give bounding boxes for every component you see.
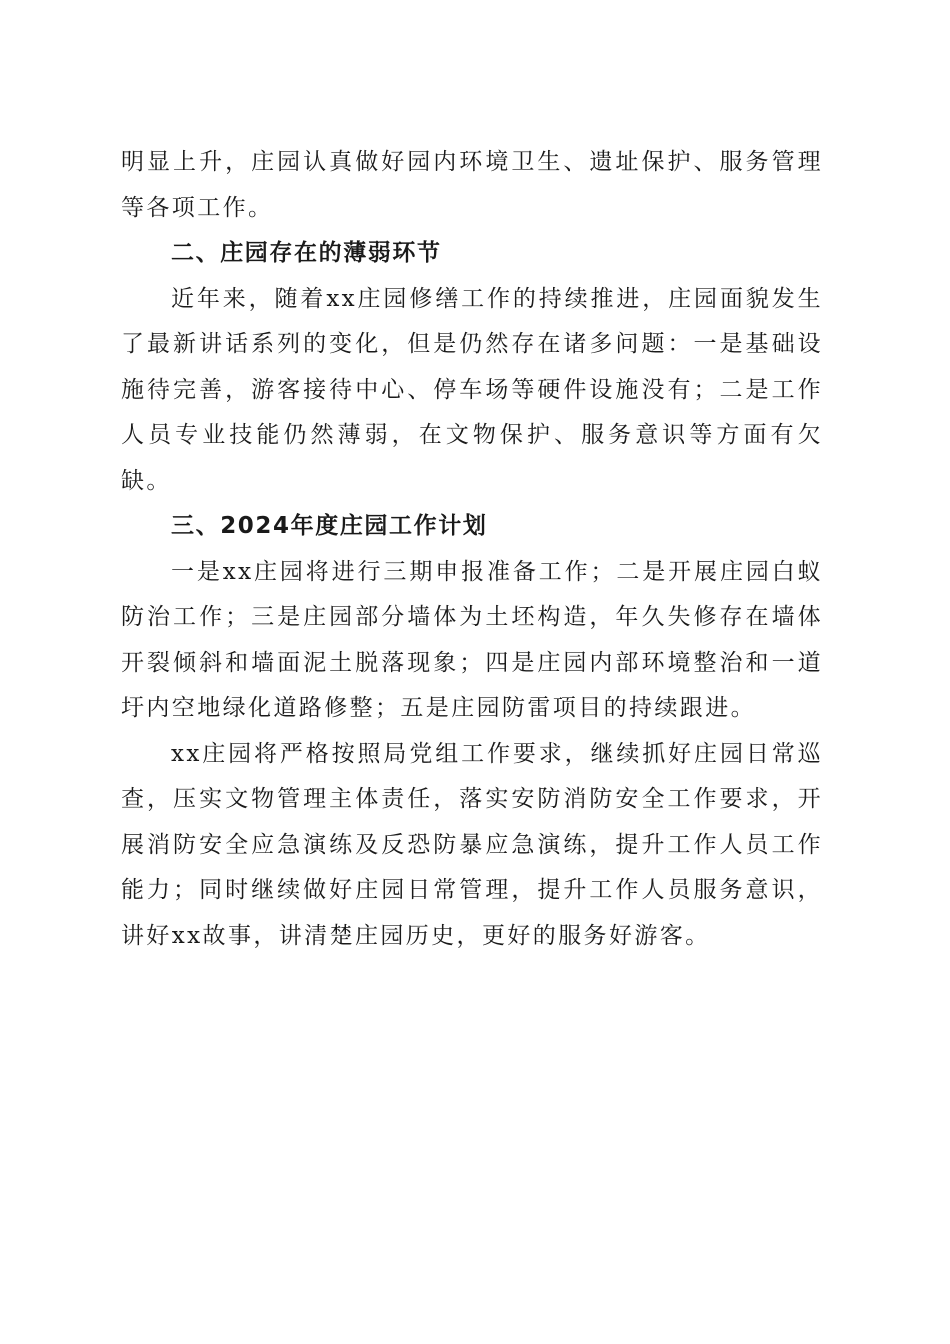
paragraph-plan-summary: xx庄园将严格按照局党组工作要求，继续抓好庄园日常巡查，压实文物管理主体责任，落实安防消防安全工作要求，开展消防安全应急演练及反恐防暴应急演练，提升工作人员工作能力；同时继续做好庄园日常管理，提升工作人员服务意识，讲好xx故事，讲清楚庄园历史，更好的服务好游客。 — [121, 740, 823, 949]
paragraph-weaknesses: 近年来，随着xx庄园修缮工作的持续推进，庄园面貌发生了最新讲话系列的变化，但是仍然存在诸多问题：一是基础设施待完善，游客接待中心、停车场等硬件设施没有；二是工作人员专业技能仍然薄弱，在文物保护、服务意识等方面有欠缺。 — [121, 285, 823, 494]
document-body — [121, 140, 823, 959]
section-heading-2024-plan: 三、2024年度庄园工作计划 — [171, 513, 488, 539]
paragraph-plan-items: 一是xx庄园将进行三期申报准备工作；二是开展庄园白蚁防治工作；三是庄园部分墙体为土坯构造，年久失修存在墙体开裂倾斜和墙面泥土脱落现象；四是庄园内部环境整治和一道圩内空地绿化道路修整；五是庄园防雷项目的持续跟进。 — [121, 558, 823, 721]
section-heading-weaknesses: 二、庄园存在的薄弱环节 — [171, 240, 442, 266]
paragraph-continuation: 明显上升，庄园认真做好园内环境卫生、遗址保护、服务管理等各项工作。 — [121, 149, 823, 221]
